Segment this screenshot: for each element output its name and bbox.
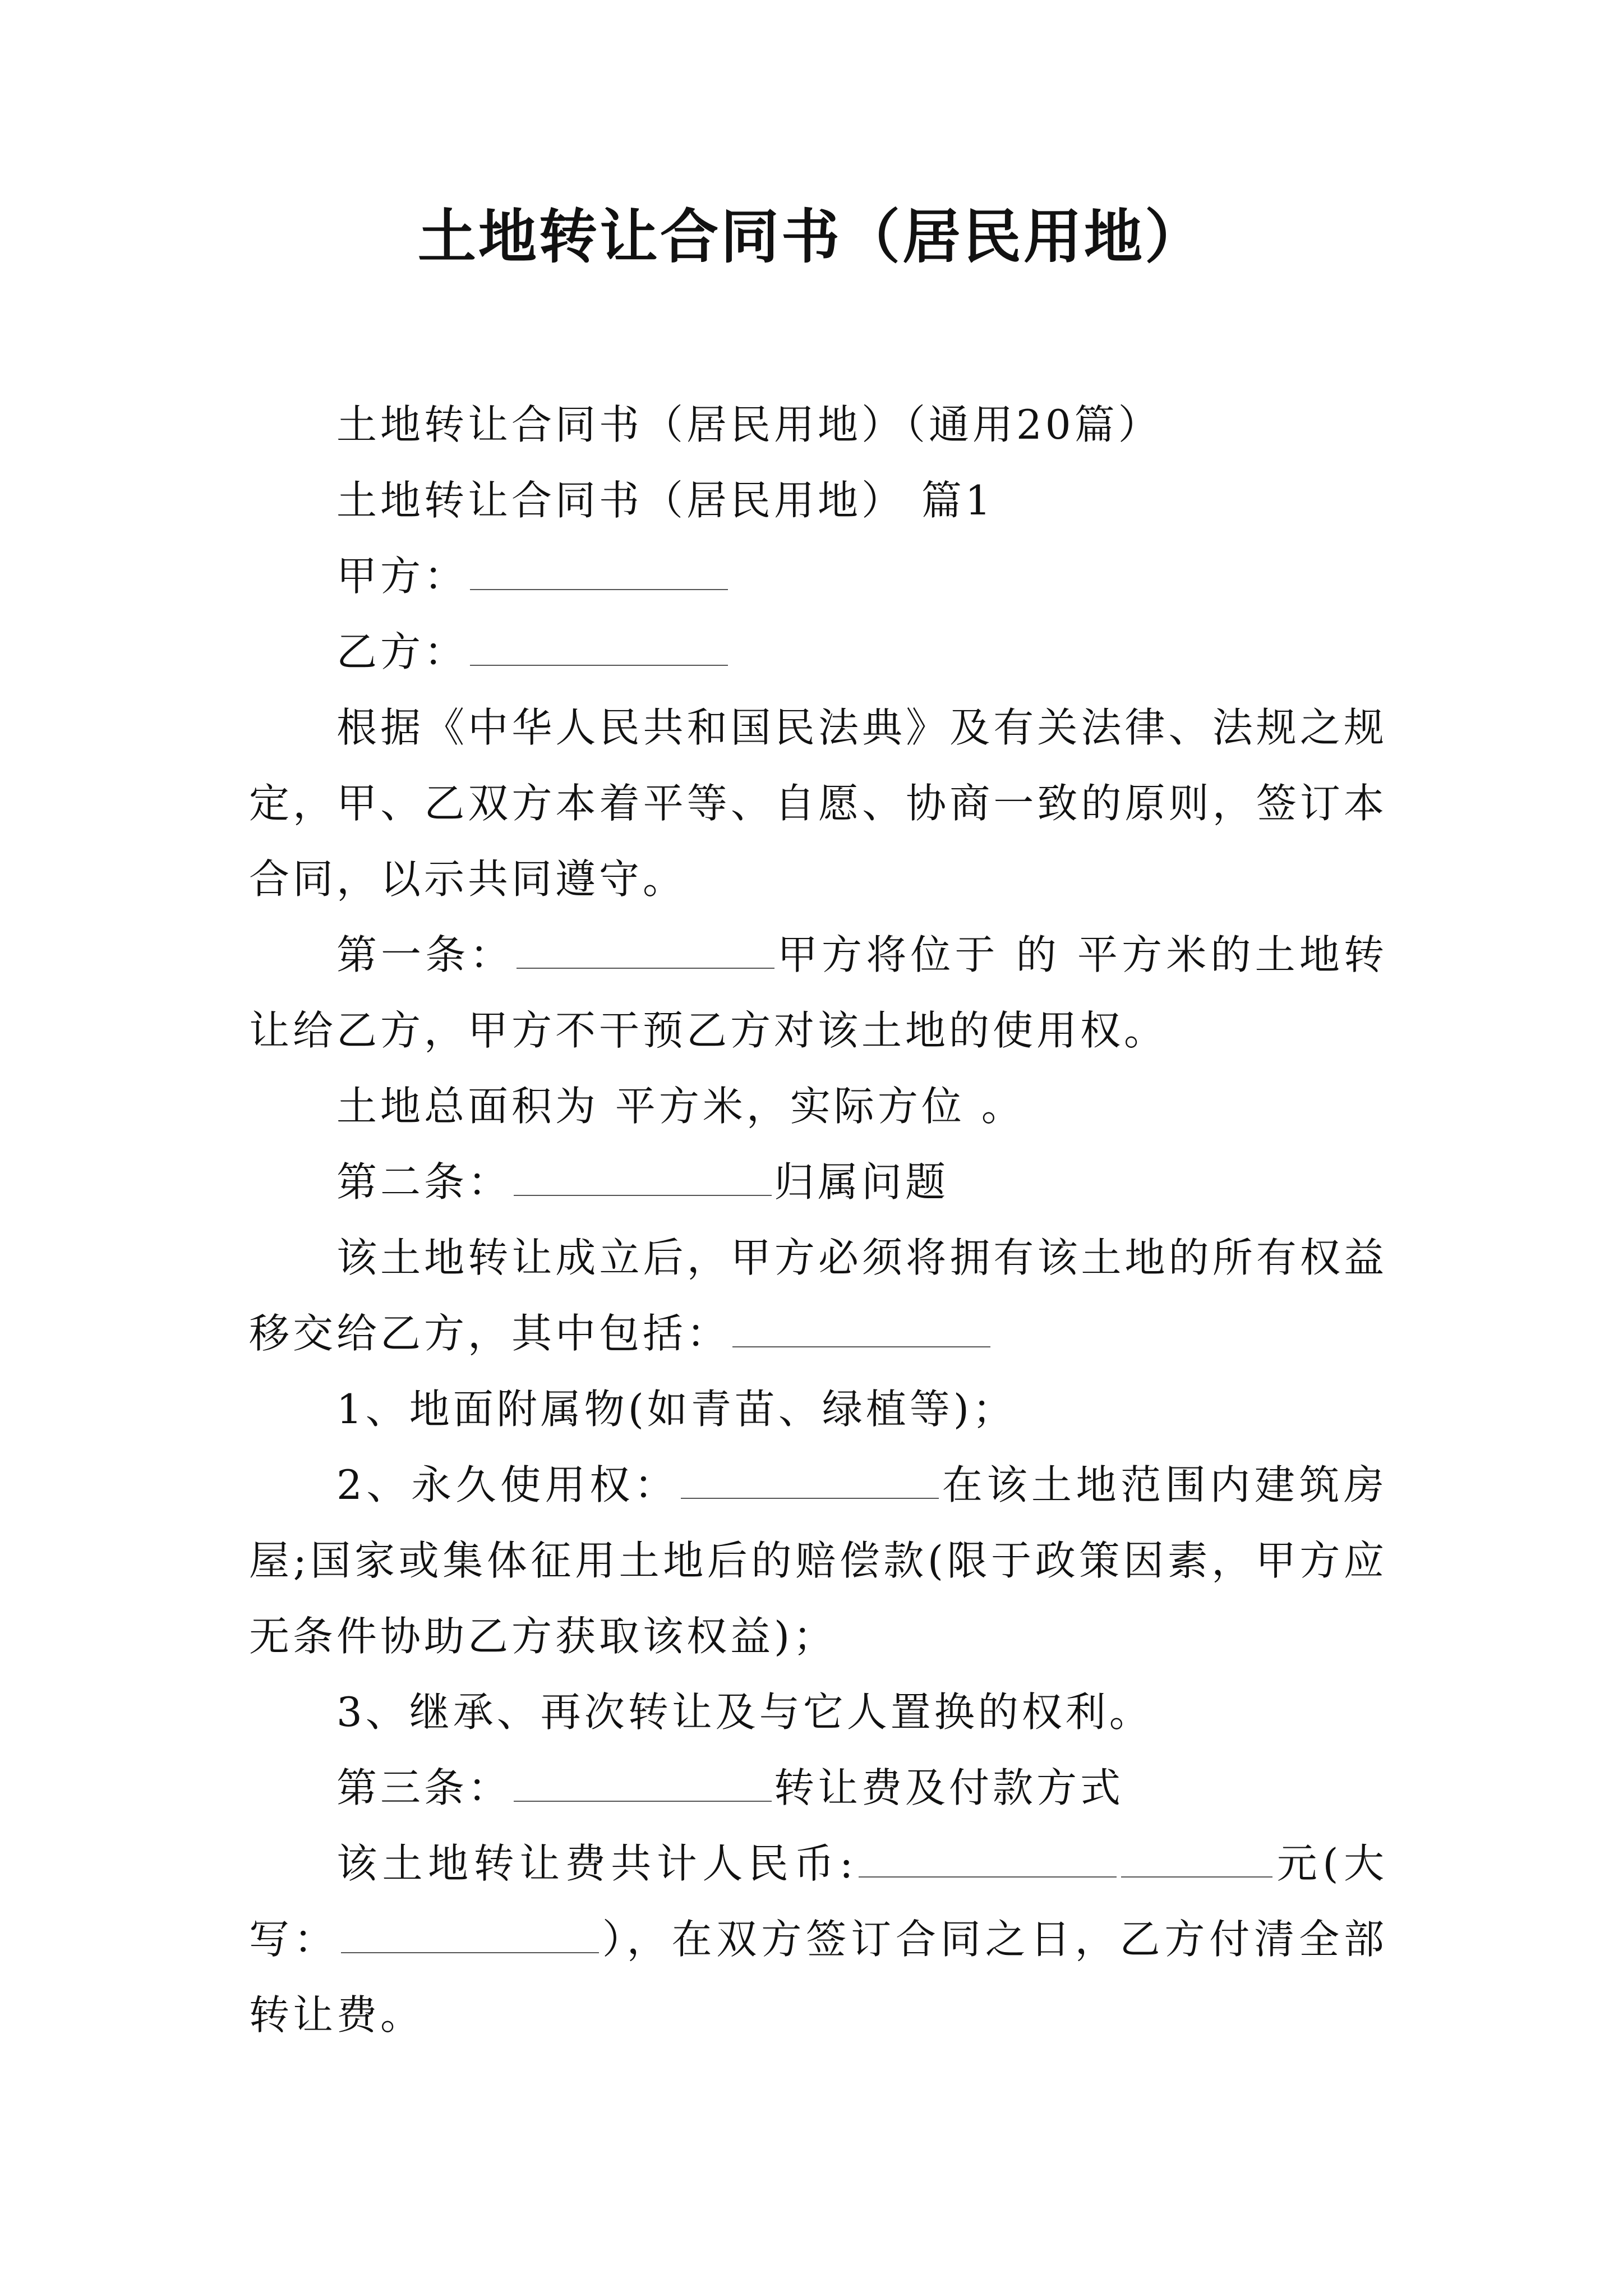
article-3-blank	[514, 1768, 772, 1802]
document-title: 土地转让合同书（居民用地）	[417, 202, 1205, 271]
article-3-text: 转让费及付款方式	[774, 1764, 1124, 1811]
item-1: 1、地面附属物(如青苗、绿植等)；	[336, 1386, 1016, 1433]
article-3-label: 第三条：	[336, 1764, 512, 1811]
item-2-label: 2、永久使用权：	[336, 1461, 679, 1508]
article-2	[249, 1144, 1387, 1220]
party-b-line	[249, 614, 1387, 690]
payment-paragraph	[249, 1826, 1387, 2053]
article-3	[249, 1750, 1387, 1826]
party-a-label: 甲方：	[336, 553, 468, 600]
item-2-blank	[681, 1465, 939, 1499]
party-a-line	[249, 539, 1387, 614]
article-1-blank	[517, 935, 774, 969]
subtitle-article-1: 土地转让合同书（居民用地） 篇1	[336, 477, 994, 524]
rights-transfer-text: 该土地转让成立后，甲方必须将拥有该土地的所有权益移交给乙方，其中包括：	[249, 1234, 1387, 1357]
payment-amount-blank	[859, 1844, 1117, 1878]
party-b-blank	[470, 632, 728, 666]
payment-text-end: ），在双方签订合同之日，乙方付清全部转让费。	[249, 1916, 1387, 2039]
item-2	[249, 1447, 1387, 1674]
article-1-text: 甲方将位于 的 平方米的土地转让给乙方，甲方不干预乙方对该土地的使用权。	[249, 931, 1387, 1054]
article-2-blank	[514, 1162, 772, 1196]
party-b-label: 乙方：	[336, 628, 468, 675]
article-2-label: 第二条：	[336, 1158, 512, 1205]
article-2-text: 归属问题	[774, 1158, 949, 1205]
item-3: 3、继承、再次转让及与它人置换的权利。	[336, 1688, 1153, 1736]
item-2-text: 在该土地范围内建筑房屋;国家或集体征用土地后的赔偿款(限于政策因素，甲方应无条件协助乙方获取该权益)；	[249, 1461, 1387, 1660]
subtitle-collection: 土地转让合同书（居民用地）（通用20篇）	[336, 401, 1162, 448]
payment-text-mid: 元(大写：	[249, 1840, 1387, 1963]
party-a-blank	[470, 556, 728, 590]
rights-transfer-paragraph	[249, 1220, 1387, 1372]
document-body	[249, 387, 1387, 2053]
payment-text-start: 该土地转让费共计人民币:	[336, 1840, 857, 1887]
payment-amount-blank-2	[1121, 1844, 1272, 1878]
article-1-label: 第一条：	[336, 931, 514, 978]
land-area-paragraph: 土地总面积为 平方米，实际方位 。	[336, 1083, 1025, 1130]
payment-uppercase-blank	[341, 1920, 599, 1953]
article-1	[249, 917, 1387, 1069]
preamble-paragraph: 根据《中华人民共和国民法典》及有关法律、法规之规定，甲、乙双方本着平等、自愿、协商一致的原则，签订本合同，以示共同遵守。	[249, 704, 1387, 903]
rights-transfer-blank	[732, 1314, 990, 1347]
